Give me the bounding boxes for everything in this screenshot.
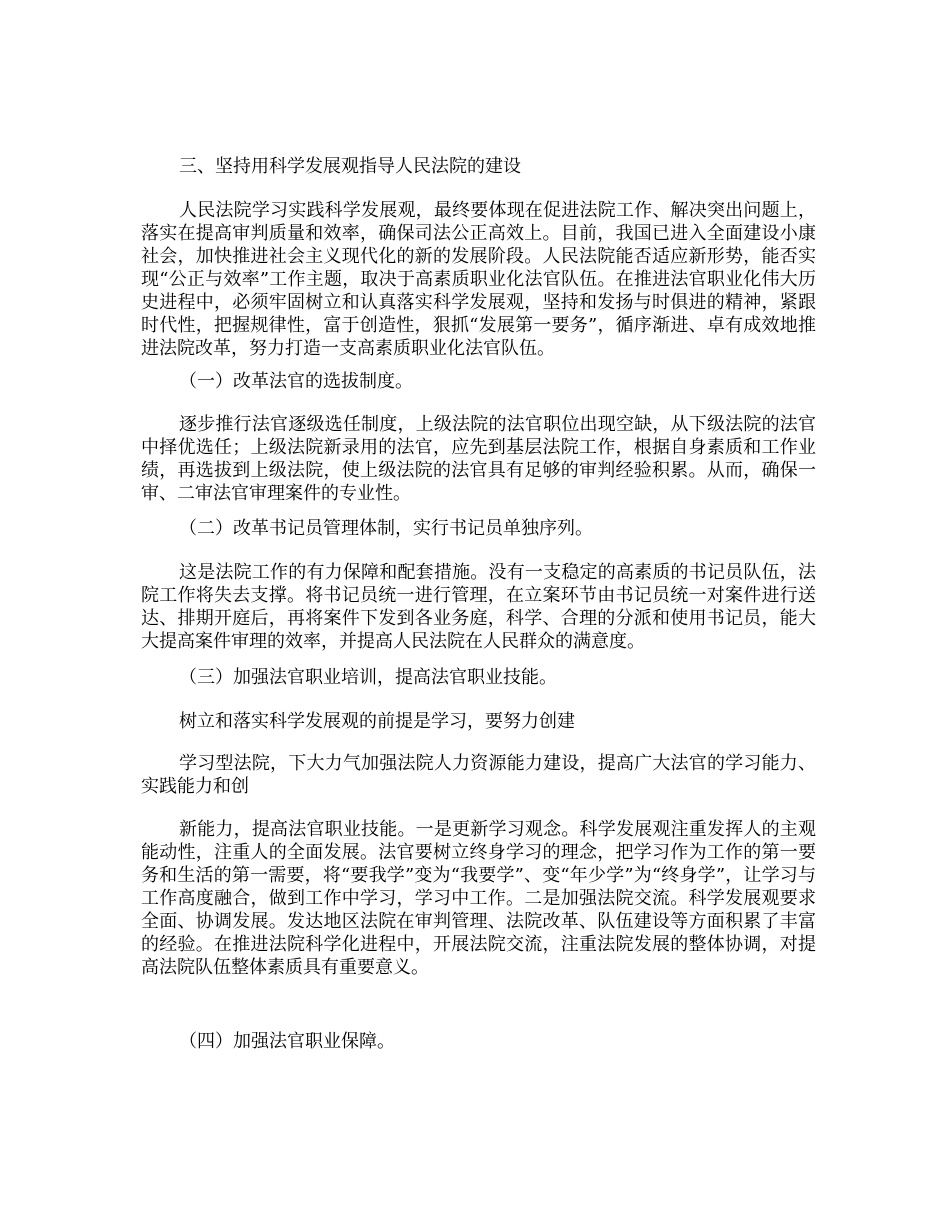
subheading-4: （四）加强法官职业保障。 [179, 1031, 395, 1052]
paragraph-learning-court: 学习型法院，下大力气加强法院人力资源能力建设，提高广大法官的学习能力、实践能力和创 [141, 753, 816, 797]
subheading-3: （三）加强法官职业培训，提高法官职业技能。 [179, 667, 557, 688]
paragraph-clerk-system: 这是法院工作的有力保障和配套措施。没有一支稳定的高素质的书记员队伍，法院工作将失去支撑。将书记员统一进行管理，在立案环节由书记员统一对案件进行送达、排期开庭后，再将案件下发到各业务庭，科学、合理的分派和使用书记员，能大大提高案件审理的效率，并提高人民法院在人民群众的满意度。 [141, 562, 816, 652]
section-title: 三、坚持用科学发展观指导人民法院的建设 [179, 156, 521, 177]
paragraph-selection-system: 逐步推行法官逐级选任制度，上级法院的法官职位出现空缺，从下级法院的法官中择优选任；上级法院新录用的法官，应先到基层法院工作，根据自身素质和工作业绩，再选拔到上级法院，使上级法院的法官具有足够的审判经验积累。从而，确保一审、二审法官审理案件的专业性。 [141, 414, 816, 504]
paragraph-intro: 人民法院学习实践科学发展观，最终要体现在促进法院工作、解决突出问题上，落实在提高审判质量和效率，确保司法公正高效上。目前，我国已进入全面建设小康社会，加快推进社会主义现代化的新的发展阶段。人民法院能否适应新形势，能否实现“公正与效率”工作主题，取决于高素质职业化法官队伍。在推进法官职业化伟大历史进程中，必须牢固树立和认真落实科学发展观，坚持和发扬与时俱进的精神，紧跟时代性，把握规律性，富于创造性，狠抓“发展第一要务”，循序渐进、卓有成效地推进法院改革，努力打造一支高素质职业化法官队伍。 [141, 200, 816, 359]
subheading-1: （一）改革法官的选拔制度。 [179, 371, 413, 392]
paragraph-innovation: 新能力，提高法官职业技能。一是更新学习观念。科学发展观注重发挥人的主观能动性，注重人的全面发展。法官要树立终身学习的理念，把学习作为工作的第一要务和生活的第一需要，将“要我学”变为“我要学”、变“年少学”为“终身学”，让学习与工作高度融合，做到工作中学习，学习中工作。二是加强法院交流。科学发展观要求全面、协调发展。发达地区法院在审判管理、法院改革、队伍建设等方面积累了丰富的经验。在推进法院科学化进程中，开展法院交流，注重法院发展的整体协调，对提高法院队伍整体素质具有重要意义。 [141, 819, 816, 978]
subheading-2: （二）改革书记员管理体制，实行书记员单独序列。 [179, 518, 593, 539]
paragraph-learning-premise: 树立和落实科学发展观的前提是学习，要努力创建 [179, 711, 575, 732]
